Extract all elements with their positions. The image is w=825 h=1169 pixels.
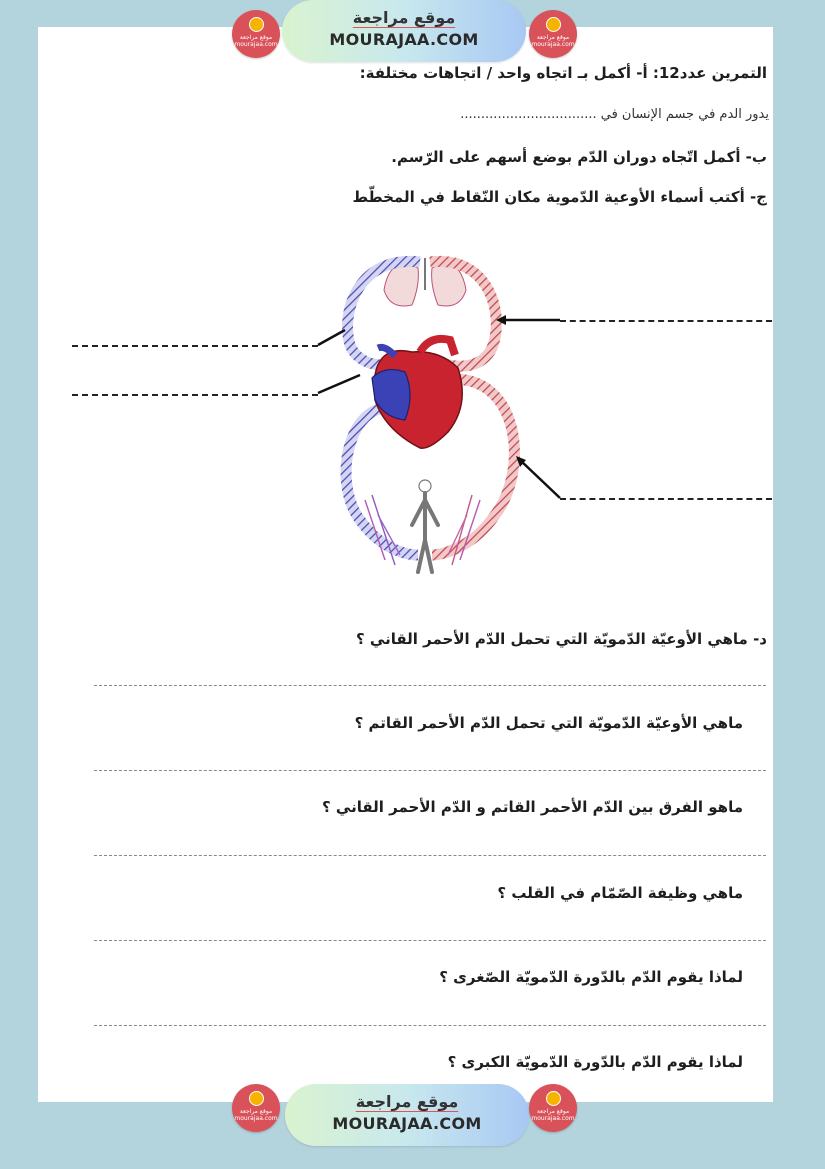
question-item: لماذا يقوم الدّم بالدّورة الدّمويّة الصّغرى ؟: [439, 968, 743, 986]
exercise-header: التمرين عدد12: أ- أكمل بـ اتجاه واحد / اتجاهات مختلفة:: [359, 64, 767, 82]
site-badge-right-bottom: موقع مراجعة mourajaa.com: [529, 1084, 577, 1132]
answer-line[interactable]: [94, 770, 766, 771]
answer-line[interactable]: [94, 685, 766, 686]
label-blank-left-2[interactable]: [72, 394, 318, 396]
pointer-arrow-4: [520, 460, 560, 498]
question-item: ماهي الأوعيّة الدّمويّة التي تحمل الدّم الأحمر القاتم ؟: [354, 714, 743, 732]
site-banner-bottom[interactable]: [285, 1084, 529, 1146]
question-a-line: يدور الدم في جسم الإنسان في .................................: [460, 107, 769, 122]
pointer-arrow-1: [318, 330, 345, 345]
label-blank-right-2[interactable]: [560, 498, 772, 500]
question-item: لماذا يقوم الدّم بالدّورة الدّمويّة الكبرى ؟: [447, 1053, 743, 1071]
question-d: د- ماهي الأوعيّة الدّمويّة التي تحمل الدّم الأحمر القاني ؟: [356, 630, 767, 648]
site-badge-left-bottom: موقع مراجعة mourajaa.com: [232, 1084, 280, 1132]
question-b: ب- أكمل اتّجاه دوران الدّم بوضع أسهم على الرّسم.: [391, 148, 767, 166]
answer-line[interactable]: [94, 940, 766, 941]
question-item: ماهي وظيفة الصّمّام في القلب ؟: [497, 884, 743, 902]
heart-icon: [372, 339, 462, 448]
answer-line[interactable]: [94, 1025, 766, 1026]
site-badge-right-top: موقع مراجعة mourajaa.com: [529, 10, 577, 58]
answer-line[interactable]: [94, 855, 766, 856]
site-title-ar: موقع مراجعة: [355, 1092, 459, 1111]
site-badge-left-top: موقع مراجعة mourajaa.com: [232, 10, 280, 58]
site-url: MOURAJAA.COM: [329, 30, 479, 49]
question-c: ج- أكتب أسماء الأوعية الدّموية مكان النّقاط في المخطّط: [352, 188, 767, 206]
label-blank-right-1[interactable]: [560, 320, 772, 322]
site-title-ar: موقع مراجعة: [352, 8, 456, 27]
question-item: ماهو الفرق بين الدّم الأحمر القاتم و الدّم الأحمر القاني ؟: [321, 798, 743, 816]
site-url: MOURAJAA.COM: [332, 1114, 482, 1133]
pointer-arrow-2: [318, 375, 360, 393]
label-blank-left-1[interactable]: [72, 345, 318, 347]
